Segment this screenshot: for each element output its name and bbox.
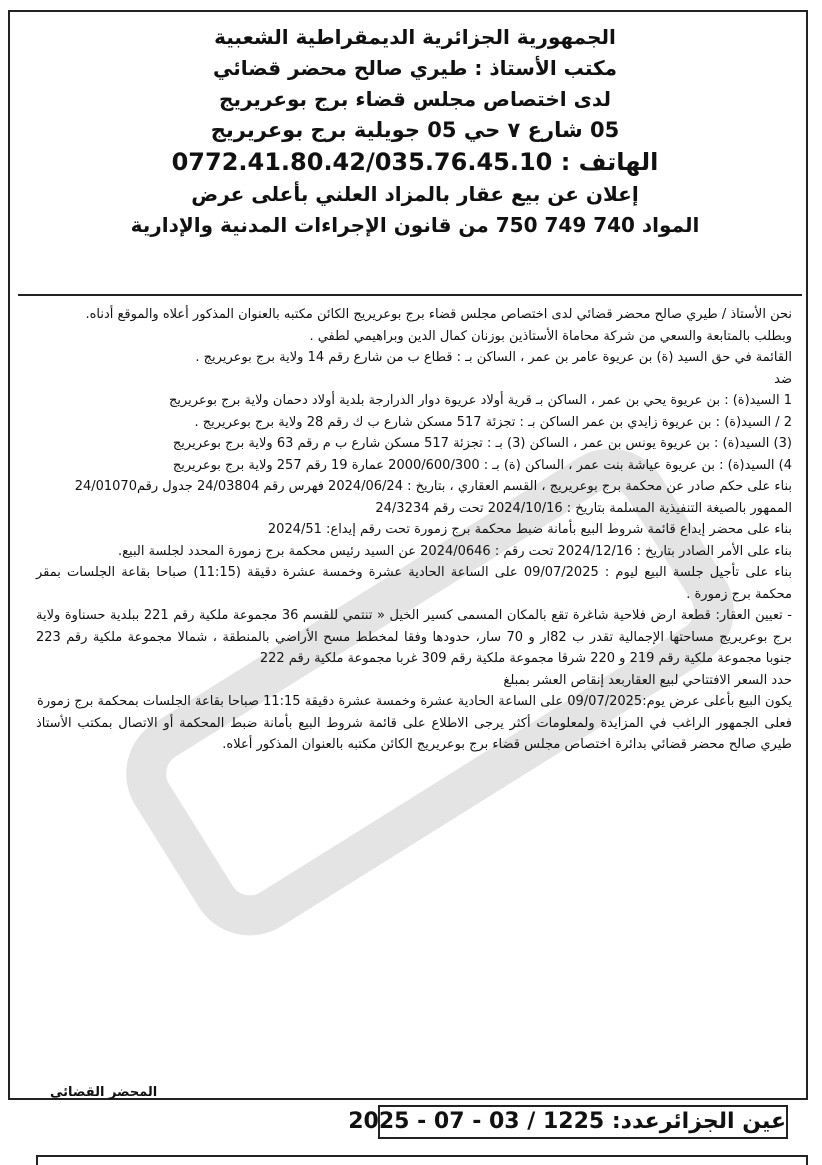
jurisdiction-line: لدى اختصاص مجلس قضاء برج بوعريريج <box>219 87 611 111</box>
body-paragraph-enforcement: الممهور بالصيغة التنفيذية المسلمة بتاريخ : 2024/10/16 تحت رقم 24/3234 <box>375 500 792 516</box>
body-paragraph-judgment: بناء على حكم صادر عن محكمة برج بوعريريج ، القسم العقاري ، بتاريخ : 2024/06/24 فهرس رقم 24/03804 جدول رقم24/01070 <box>74 479 792 494</box>
announcement-frame <box>8 10 808 1100</box>
body-paragraph-defendant-1: 1 السيد(ة) : بن عريوة يحي بن عمر ، الساكن بـ قرية أولاد عريوة دوار الدرارجة بلدية أولاد دحمان ولاية برج بوعريريج <box>168 393 792 408</box>
body-paragraph-against: ضد <box>774 371 792 387</box>
body-paragraph-sale-date: يكون البيع بأعلى عرض يوم:09/07/2025 على الساعة الحادية عشرة وخمسة عشرة دقيقة 11:15 صباحا بقاعة الجلسات بمحكمة برج زمورة <box>37 694 792 709</box>
announcement-header <box>30 22 800 241</box>
next-article-border <box>36 1155 808 1165</box>
bailiff-signature: المحضر القضائي <box>50 1085 158 1100</box>
header-divider <box>18 294 802 296</box>
body-paragraph-deposit: بناء على محضر إيداع قائمة شروط البيع بأمانة ضبط محكمة برج زمورة تحت رقم إيداع: 2024/51 <box>267 522 792 537</box>
body-paragraph-defendant-3: (3) السيد(ة) : بن عريوة يونس بن عمر ، الساكن (3) بـ : تجزئة 517 مسكن شارع ب م رقم 63 ولاية برج بوعريريج <box>172 436 792 451</box>
announcement-body <box>36 304 792 756</box>
body-paragraph-defendant-4: 4) السيد(ة) : بن عريوة عياشة بنت عمر ، الساكن (ة) بـ : 2000/600/300 عمارة 19 رقم 257 ولاية برج بوعريريج <box>172 457 792 473</box>
phone-line: الهاتف : 0772.41.80.42/035.76.45.10 <box>171 148 659 176</box>
body-paragraph-defendant-2: 2 / السيد(ة) : بن عريوة زايدي بن عمر الساكن بـ : تجزئة 517 مسكن شارع ب ك رقم 28 ولاية برج بوعريريج . <box>194 414 792 430</box>
announcement-title: إعلان عن بيع عقار بالمزاد العلني بأعلى عرض <box>191 182 639 206</box>
body-paragraph-plaintiff: القائمة في حق السيد (ة) بن عريوة عامر بن عمر ، الساكن بـ : قطاع ب من شارع رقم 14 ولاية برج بوعريريج . <box>195 350 792 365</box>
body-paragraph-price: حدد السعر الافتتاحي لبيع العقاربعد إنقاص العشر بمبلغ <box>503 672 792 688</box>
body-paragraph-contact: فعلى الجمهور الراغب في المزايدة ولمعلومات أكثر يرجى الاطلاع على قائمة شروط البيع بأمانة ضبط المحكمة أو الاتصال بمكتب الأستاذ طيري صالح محضر قضائي بدائرة اختصاص مجلس قضاء برج بوعريريج الكائن مكتبه بالعنوان المذكور أعلاه. <box>36 715 792 752</box>
body-paragraph-order: بناء على الأمر الصادر بتاريخ : 2024/12/16 تحت رقم : 2024/0646 عن السيد رئيس محكمة برج زمورة المحدد لجلسة البيع. <box>117 543 792 559</box>
republic-title: الجمهورية الجزائرية الديمقراطية الشعبية <box>214 25 616 49</box>
address-line: 05 شارع ٧ حي 05 جويلية برج بوعريريج <box>210 118 620 142</box>
body-paragraph-property: - تعيين العقار: قطعة ارض فلاحية شاغرة تقع بالمكان المسمى كسير الخيل « تنتمي للقسم 36 مجموعة ملكية رقم 221 ببلدية حسناوة ولاية برج بوعريريج مساحتها الإجمالية تقدر ب 82ار و 70 سار، حدودها وفقا لمخطط مسح الأراضي بالمنطقة ، شمالا مجموعة ملكية رقم 223 جنوبا مجموعة ملكية رقم 219 و 220 شرقا مجموعة ملكية رقم 309 غربا مجموعة ملكية رقم 222 <box>36 608 792 666</box>
legal-articles-line: المواد 740 749 750 من قانون الإجراءات المدنية والإدارية <box>130 213 700 237</box>
body-paragraph-postponement: بناء على تأجيل جلسة البيع ليوم : 09/07/2025 على الساعة الحادية عشرة وخمسة عشرة دقيقة (11:15) صباحا بقاعة الجلسات بمقر محكمة برج زمورة . <box>36 565 792 602</box>
office-title: مكتب الأستاذ : طيري صالح محضر قضائي <box>212 56 617 80</box>
body-paragraph-request: وبطلب بالمتابعة والسعي من شركة محاماة الأستاذين بوزنان كمال الدين وبراهيمي لطفي . <box>309 328 792 344</box>
publication-footer: عين الجزائرعدد: 1225 / 03 - 07 - 2025 <box>378 1105 788 1139</box>
body-paragraph-intro: نحن الأستاذ / طيري صالح محضر قضائي لدى اختصاص مجلس قضاء برج بوعريريج الكائن مكتبه بالعنوان المذكور أعلاه والموقع أدناه. <box>85 307 792 322</box>
